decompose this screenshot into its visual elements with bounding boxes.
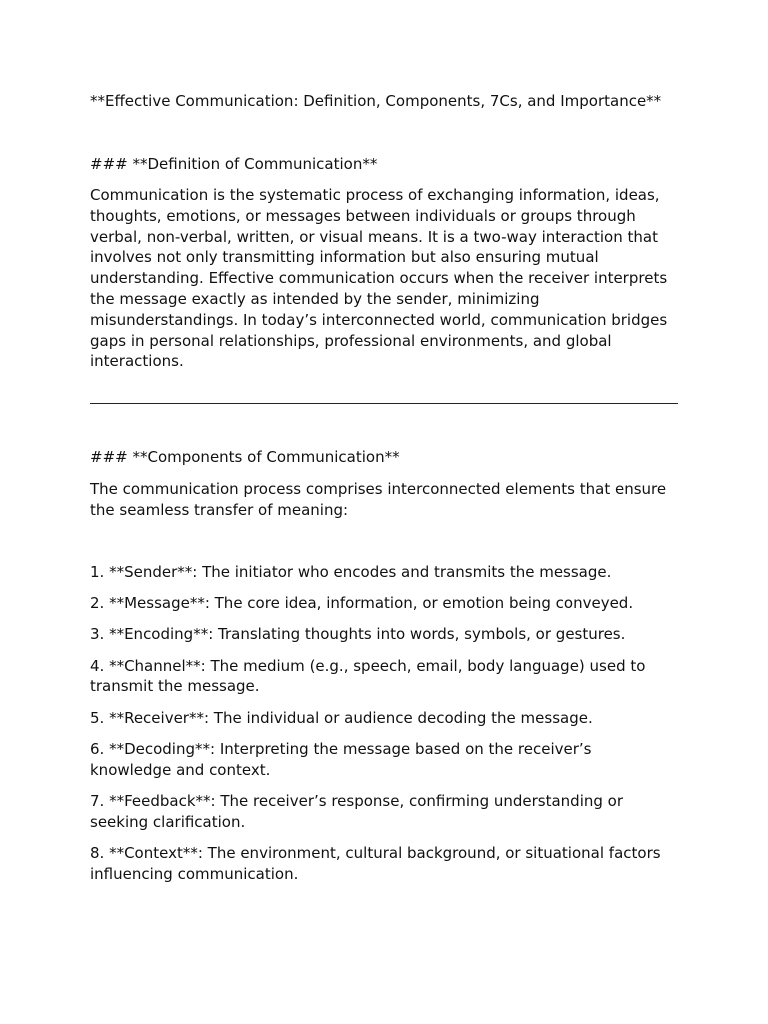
list-item: 6. **Decoding**: Interpreting the message based on the receiver’s knowledge and context.	[90, 739, 592, 779]
components-intro: The communication process comprises interconnected elements that ensure the seamless transfer of meaning:	[90, 480, 667, 519]
list-item: 5. **Receiver**: The individual or audience decoding the message.	[90, 708, 593, 727]
definition-heading: ### **Definition of Communication**	[90, 155, 378, 173]
list-item: 2. **Message**: The core idea, information, or emotion being conveyed.	[90, 594, 634, 613]
document-title: **Effective Communication: Definition, Components, 7Cs, and Importance**	[90, 92, 662, 110]
definition-paragraph: Communication is the systematic process of exchanging information, ideas, thoughts, emotions, or messages between individuals or groups through verbal, non-verbal, written, or visual means. It is a two-way interaction that involves not only transmitting information but also ensuring mutual understanding. Effective communication occurs when the receiver interprets the message exactly as intended by the sender, minimizing misunderstandings. In today’s interconnected world, communication bridges gaps in personal relationships, professional environments, and global interactions.	[90, 186, 668, 371]
list-item: 8. **Context**: The environment, cultural background, or situational factors influencing communication.	[90, 843, 661, 883]
components-list	[90, 562, 668, 895]
list-item: 3. **Encoding**: Translating thoughts into words, symbols, or gestures.	[90, 625, 626, 644]
components-heading: ### **Components of Communication**	[90, 448, 400, 466]
list-item: 1. **Sender**: The initiator who encodes and transmits the message.	[90, 563, 612, 581]
list-item: 7. **Feedback**: The receiver’s response, confirming understanding or seeking clarification.	[90, 791, 624, 831]
list-item: 4. **Channel**: The medium (e.g., speech, email, body language) used to transmit the message.	[90, 656, 646, 696]
horizontal-divider	[90, 403, 678, 404]
